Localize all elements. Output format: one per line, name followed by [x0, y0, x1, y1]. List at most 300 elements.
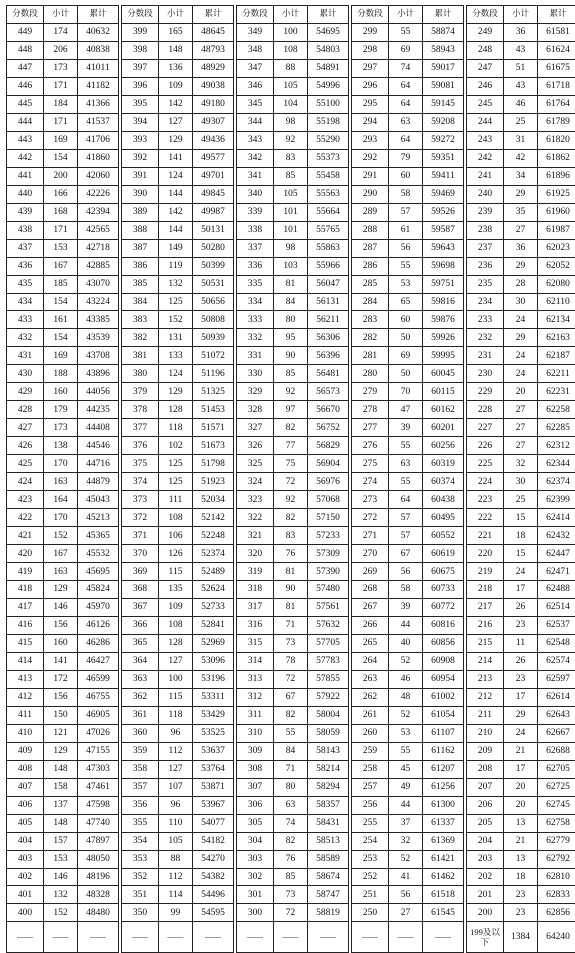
score-cell: 214 — [467, 652, 504, 670]
total-cell: 61207 — [423, 760, 464, 778]
score-cell: 237 — [467, 239, 504, 257]
count-cell: 72 — [274, 904, 308, 922]
table-row — [237, 832, 349, 850]
score-cell: 240 — [467, 185, 504, 203]
table-row — [467, 347, 575, 365]
count-cell: 85 — [274, 365, 308, 383]
count-cell: 67 — [274, 688, 308, 706]
table-row — [122, 95, 234, 113]
count-cell: 55 — [389, 473, 423, 491]
count-cell: 47 — [389, 401, 423, 419]
count-cell: 158 — [44, 778, 78, 796]
table-row — [237, 149, 349, 167]
table-row — [122, 221, 234, 239]
count-cell: 96 — [159, 724, 193, 742]
score-cell: 414 — [7, 652, 44, 670]
score-cell: 310 — [237, 724, 274, 742]
column-header-score: 分数段 — [467, 6, 504, 24]
score-cell: 248 — [467, 41, 504, 59]
score-cell: 223 — [467, 491, 504, 509]
table-row — [467, 95, 575, 113]
score-cell: 258 — [352, 760, 389, 778]
count-cell: 82 — [274, 509, 308, 527]
score-cell: 272 — [352, 509, 389, 527]
table-row — [352, 419, 464, 437]
score-cell: 268 — [352, 581, 389, 599]
table-row — [7, 634, 119, 652]
count-cell: 23 — [504, 904, 538, 922]
total-cell: 62745 — [538, 796, 575, 814]
count-cell: 88 — [159, 850, 193, 868]
total-cell: 59145 — [423, 95, 464, 113]
total-cell: 61462 — [423, 868, 464, 886]
table-row — [467, 203, 575, 221]
table-row — [122, 311, 234, 329]
total-cell: 52034 — [193, 491, 234, 509]
total-cell: 49987 — [193, 203, 234, 221]
table-row — [7, 868, 119, 886]
score-cell: 224 — [467, 473, 504, 491]
table-row — [7, 616, 119, 634]
table-row — [467, 473, 575, 491]
table-row — [467, 724, 575, 742]
table-row — [7, 437, 119, 455]
score-cell: 284 — [352, 293, 389, 311]
score-cell: 260 — [352, 724, 389, 742]
table-row — [237, 563, 349, 581]
score-cell: 306 — [237, 796, 274, 814]
count-cell: 115 — [159, 688, 193, 706]
table-row — [467, 329, 575, 347]
total-cell: 48645 — [193, 23, 234, 41]
count-cell: 17 — [504, 760, 538, 778]
score-cell: 374 — [122, 473, 159, 491]
table-row — [7, 23, 119, 41]
total-cell: 61162 — [423, 742, 464, 760]
table-row — [237, 311, 349, 329]
count-cell: 56 — [389, 886, 423, 904]
table-row — [7, 778, 119, 796]
score-cell: 299 — [352, 23, 389, 41]
total-cell: 57390 — [308, 563, 349, 581]
total-cell: 62052 — [538, 257, 575, 275]
table-row — [467, 239, 575, 257]
column-header-total: 累计 — [193, 6, 234, 24]
score-cell: 407 — [7, 778, 44, 796]
score-cell: 419 — [7, 563, 44, 581]
total-cell: 61054 — [423, 706, 464, 724]
count-cell: 36 — [504, 239, 538, 257]
total-cell: 61896 — [538, 167, 575, 185]
total-cell: 58943 — [423, 41, 464, 59]
score-cell: 439 — [7, 203, 44, 221]
total-cell: 56904 — [308, 455, 349, 473]
score-cell: 319 — [237, 563, 274, 581]
score-cell: 279 — [352, 383, 389, 401]
count-cell: 173 — [44, 419, 78, 437]
count-cell: 76 — [274, 850, 308, 868]
table-row — [237, 95, 349, 113]
score-cell: 294 — [352, 113, 389, 131]
score-cell: 285 — [352, 275, 389, 293]
total-cell: 57705 — [308, 634, 349, 652]
total-cell: 49307 — [193, 113, 234, 131]
count-cell: 104 — [274, 95, 308, 113]
score-cell: 403 — [7, 850, 44, 868]
count-cell: 164 — [44, 491, 78, 509]
score-cell: 207 — [467, 778, 504, 796]
score-cell: 291 — [352, 167, 389, 185]
total-cell: 62432 — [538, 527, 575, 545]
count-cell: 52 — [389, 706, 423, 724]
table-row — [7, 652, 119, 670]
score-cell: 345 — [237, 95, 274, 113]
table-row — [237, 904, 349, 922]
score-cell: 376 — [122, 437, 159, 455]
table-row — [122, 347, 234, 365]
score-cell: 445 — [7, 95, 44, 113]
total-cell: 60772 — [423, 598, 464, 616]
table-row — [467, 796, 575, 814]
score-cell: 359 — [122, 742, 159, 760]
table-row — [237, 437, 349, 455]
score-cell: 434 — [7, 293, 44, 311]
count-cell: 126 — [159, 545, 193, 563]
total-cell: 44879 — [78, 473, 119, 491]
count-cell: 102 — [159, 437, 193, 455]
score-cell: 361 — [122, 706, 159, 724]
count-cell: 20 — [504, 383, 538, 401]
count-cell: 11 — [504, 634, 538, 652]
score-cell: 405 — [7, 814, 44, 832]
table-row — [7, 41, 119, 59]
count-cell: 24 — [504, 311, 538, 329]
total-cell: 62447 — [538, 545, 575, 563]
count-cell: 64 — [389, 491, 423, 509]
count-cell: 105 — [159, 832, 193, 850]
total-cell: 50131 — [193, 221, 234, 239]
score-cell: 432 — [7, 329, 44, 347]
score-cell: 354 — [122, 832, 159, 850]
score-cell: 264 — [352, 652, 389, 670]
count-cell: 81 — [274, 563, 308, 581]
table-row — [352, 149, 464, 167]
table-row — [237, 724, 349, 742]
table-row — [467, 113, 575, 131]
total-cell: 56211 — [308, 311, 349, 329]
total-cell: 58819 — [308, 904, 349, 922]
score-cell: 422 — [7, 509, 44, 527]
score-cell: 444 — [7, 113, 44, 131]
total-cell: 58004 — [308, 706, 349, 724]
total-cell: 51923 — [193, 473, 234, 491]
count-cell: 30 — [504, 473, 538, 491]
count-cell: 148 — [44, 760, 78, 778]
total-cell: 62471 — [538, 563, 575, 581]
table-row — [7, 832, 119, 850]
table-row — [7, 185, 119, 203]
table-row — [352, 832, 464, 850]
table-row — [7, 95, 119, 113]
column-header-total: 累计 — [78, 6, 119, 24]
total-cell: 42060 — [78, 167, 119, 185]
count-cell: 46 — [504, 95, 538, 113]
total-cell: 43539 — [78, 329, 119, 347]
count-cell: 35 — [504, 203, 538, 221]
total-cell: 62514 — [538, 598, 575, 616]
count-cell: 15 — [504, 545, 538, 563]
total-cell: 44235 — [78, 401, 119, 419]
total-cell: 43224 — [78, 293, 119, 311]
table-row — [122, 59, 234, 77]
count-cell: 99 — [159, 904, 193, 922]
table-row — [237, 670, 349, 688]
score-cell: 244 — [467, 113, 504, 131]
table-row — [122, 886, 234, 904]
count-cell: 166 — [44, 185, 78, 203]
score-cell: 273 — [352, 491, 389, 509]
table-row — [122, 275, 234, 293]
count-cell: 80 — [274, 311, 308, 329]
table-row — [237, 796, 349, 814]
score-cell: 338 — [237, 221, 274, 239]
count-cell: 128 — [159, 401, 193, 419]
total-cell: 41366 — [78, 95, 119, 113]
count-cell: 184 — [44, 95, 78, 113]
score-cell: 261 — [352, 706, 389, 724]
score-cell: 221 — [467, 527, 504, 545]
score-cell: 328 — [237, 401, 274, 419]
total-cell: 52733 — [193, 598, 234, 616]
table-row — [7, 742, 119, 760]
table-row — [237, 634, 349, 652]
total-cell: 41706 — [78, 131, 119, 149]
total-cell: 50808 — [193, 311, 234, 329]
table-row — [7, 581, 119, 599]
count-cell: 18 — [504, 527, 538, 545]
total-cell: 49577 — [193, 149, 234, 167]
score-cell: 305 — [237, 814, 274, 832]
count-cell: 49 — [389, 778, 423, 796]
count-cell: 92 — [274, 491, 308, 509]
total-cell: 53525 — [193, 724, 234, 742]
score-cell: 222 — [467, 509, 504, 527]
score-cell: 216 — [467, 616, 504, 634]
score-cell: 271 — [352, 527, 389, 545]
score-cell: 254 — [352, 832, 389, 850]
table-row — [122, 23, 234, 41]
total-cell: 52489 — [193, 563, 234, 581]
total-cell: 59816 — [423, 293, 464, 311]
count-cell: 58 — [389, 185, 423, 203]
count-cell: 51 — [504, 59, 538, 77]
total-cell: 49436 — [193, 131, 234, 149]
total-cell: 45824 — [78, 581, 119, 599]
score-cell: 410 — [7, 724, 44, 742]
table-row — [7, 365, 119, 383]
score-cell: 378 — [122, 401, 159, 419]
table-row — [467, 41, 575, 59]
table-row — [352, 850, 464, 868]
count-cell: 129 — [159, 383, 193, 401]
footer-score-cell: —— — [352, 922, 389, 953]
total-cell: 58357 — [308, 796, 349, 814]
score-cell: 336 — [237, 257, 274, 275]
table-row — [237, 347, 349, 365]
count-cell: 112 — [159, 742, 193, 760]
table-row — [352, 77, 464, 95]
table-row — [237, 473, 349, 491]
header-row — [352, 6, 464, 24]
total-cell: 59751 — [423, 275, 464, 293]
column-header-count: 小计 — [44, 6, 78, 24]
total-cell: 57922 — [308, 688, 349, 706]
column-header-total: 累计 — [538, 6, 575, 24]
total-cell: 43385 — [78, 311, 119, 329]
total-cell: 60374 — [423, 473, 464, 491]
total-cell: 60733 — [423, 581, 464, 599]
score-cell: 247 — [467, 59, 504, 77]
total-cell: 61337 — [423, 814, 464, 832]
score-cell: 232 — [467, 329, 504, 347]
count-cell: 90 — [274, 581, 308, 599]
count-cell: 171 — [44, 77, 78, 95]
table-row — [7, 383, 119, 401]
table-row — [7, 131, 119, 149]
header-row — [237, 6, 349, 24]
count-cell: 132 — [44, 886, 78, 904]
count-cell: 64 — [389, 131, 423, 149]
score-cell: 415 — [7, 634, 44, 652]
score-cell: 236 — [467, 257, 504, 275]
footer-row — [352, 922, 464, 953]
count-cell: 170 — [44, 455, 78, 473]
total-cell: 55373 — [308, 149, 349, 167]
table-row — [352, 455, 464, 473]
table-row — [352, 41, 464, 59]
count-cell: 149 — [159, 239, 193, 257]
total-cell: 47598 — [78, 796, 119, 814]
total-cell: 53967 — [193, 796, 234, 814]
table-row — [122, 527, 234, 545]
score-cell: 362 — [122, 688, 159, 706]
count-cell: 171 — [44, 113, 78, 131]
count-cell: 63 — [274, 796, 308, 814]
count-cell: 153 — [44, 850, 78, 868]
total-cell: 56396 — [308, 347, 349, 365]
total-cell: 48929 — [193, 59, 234, 77]
total-cell: 61002 — [423, 688, 464, 706]
table-row — [7, 203, 119, 221]
table-row — [467, 365, 575, 383]
score-cell: 315 — [237, 634, 274, 652]
score-cell: 347 — [237, 59, 274, 77]
total-cell: 62110 — [538, 293, 575, 311]
total-cell: 56306 — [308, 329, 349, 347]
total-cell: 62231 — [538, 383, 575, 401]
total-cell: 54270 — [193, 850, 234, 868]
count-cell: 37 — [389, 814, 423, 832]
score-cell: 215 — [467, 634, 504, 652]
footer-count-cell: 1384 — [504, 922, 538, 953]
score-cell: 241 — [467, 167, 504, 185]
score-cell: 377 — [122, 419, 159, 437]
table-row — [7, 257, 119, 275]
score-cell: 440 — [7, 185, 44, 203]
table-row — [467, 778, 575, 796]
table-row — [467, 419, 575, 437]
total-cell: 54077 — [193, 814, 234, 832]
score-cell: 348 — [237, 41, 274, 59]
score-cell: 226 — [467, 437, 504, 455]
table-row — [237, 581, 349, 599]
score-cell: 358 — [122, 760, 159, 778]
table-row — [467, 545, 575, 563]
footer-score-cell: —— — [237, 922, 274, 953]
table-row — [7, 293, 119, 311]
score-cell: 438 — [7, 221, 44, 239]
column-header-count: 小计 — [389, 6, 423, 24]
table-row — [352, 868, 464, 886]
score-cell: 312 — [237, 688, 274, 706]
count-cell: 29 — [504, 329, 538, 347]
total-cell: 55100 — [308, 95, 349, 113]
table-row — [352, 257, 464, 275]
score-cell: 227 — [467, 419, 504, 437]
table-row — [237, 239, 349, 257]
count-cell: 60 — [389, 311, 423, 329]
score-cell: 212 — [467, 688, 504, 706]
count-cell: 144 — [159, 221, 193, 239]
total-cell: 53096 — [193, 652, 234, 670]
table-row — [352, 742, 464, 760]
total-cell: 56829 — [308, 437, 349, 455]
total-cell: 52248 — [193, 527, 234, 545]
score-cell: 219 — [467, 563, 504, 581]
table-row — [237, 706, 349, 724]
total-cell: 53429 — [193, 706, 234, 724]
total-cell: 62023 — [538, 239, 575, 257]
table-row — [237, 814, 349, 832]
total-cell: 60816 — [423, 616, 464, 634]
total-cell: 59587 — [423, 221, 464, 239]
table-row — [7, 491, 119, 509]
total-cell: 47897 — [78, 832, 119, 850]
table-row — [237, 221, 349, 239]
score-cell: 367 — [122, 598, 159, 616]
total-cell: 58747 — [308, 886, 349, 904]
table-row — [467, 688, 575, 706]
total-cell: 49845 — [193, 185, 234, 203]
total-cell: 61624 — [538, 41, 575, 59]
footer-total-cell: —— — [423, 922, 464, 953]
table-row — [7, 275, 119, 293]
table-row — [122, 203, 234, 221]
total-cell: 62163 — [538, 329, 575, 347]
table-row — [467, 760, 575, 778]
table-row — [237, 383, 349, 401]
score-cell: 380 — [122, 365, 159, 383]
total-cell: 50656 — [193, 293, 234, 311]
table-row — [352, 437, 464, 455]
total-cell: 58589 — [308, 850, 349, 868]
count-cell: 98 — [274, 239, 308, 257]
table-row — [352, 545, 464, 563]
total-cell: 42226 — [78, 185, 119, 203]
count-cell: 124 — [159, 167, 193, 185]
score-cell: 297 — [352, 59, 389, 77]
score-cell: 371 — [122, 527, 159, 545]
